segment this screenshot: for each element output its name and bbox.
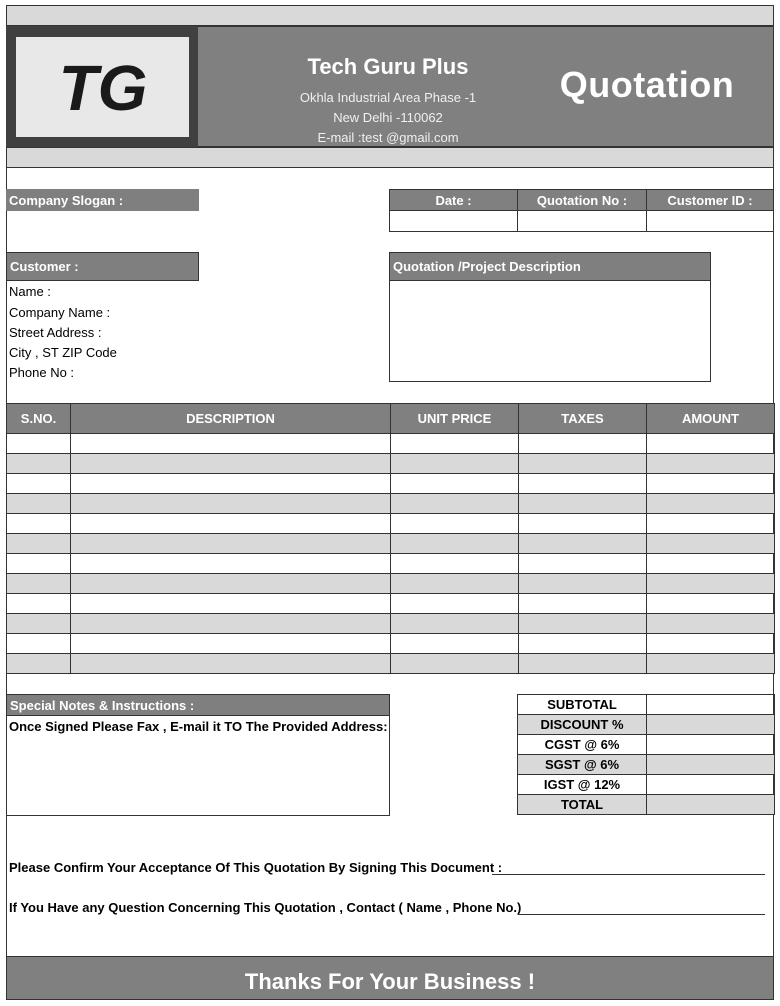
table-cell[interactable]: [519, 614, 647, 634]
table-cell[interactable]: [391, 574, 519, 594]
totals-value[interactable]: [647, 735, 775, 755]
totals-row: [518, 795, 775, 815]
table-row: [7, 634, 775, 654]
customer-id-header: Customer ID :: [646, 189, 774, 211]
totals-label: TOTAL: [518, 795, 647, 815]
table-cell[interactable]: [7, 574, 71, 594]
quotation-no-header: Quotation No :: [517, 189, 647, 211]
table-cell[interactable]: [519, 494, 647, 514]
table-row: [7, 514, 775, 534]
table-cell[interactable]: [71, 494, 391, 514]
table-cell[interactable]: [71, 434, 391, 454]
table-cell[interactable]: [7, 634, 71, 654]
quotation-no-field[interactable]: [517, 210, 647, 232]
table-row: [7, 434, 775, 454]
table-cell[interactable]: [71, 514, 391, 534]
customer-id-field[interactable]: [646, 210, 774, 232]
company-logo: [16, 37, 189, 137]
date-header: Date :: [389, 189, 518, 211]
contact-line[interactable]: [518, 914, 765, 915]
table-cell[interactable]: [519, 474, 647, 494]
table-cell[interactable]: [71, 594, 391, 614]
col-description: DESCRIPTION: [71, 404, 391, 434]
table-cell[interactable]: [647, 574, 775, 594]
table-cell[interactable]: [7, 514, 71, 534]
totals-row: [518, 715, 775, 735]
table-cell[interactable]: [7, 594, 71, 614]
col-sno: S.NO.: [7, 404, 71, 434]
customer-name-label: Name :: [9, 284, 51, 299]
table-cell[interactable]: [391, 614, 519, 634]
notes-header: Special Notes & Instructions :: [6, 694, 390, 716]
totals-label: IGST @ 12%: [518, 775, 647, 795]
customer-company-label: Company Name :: [9, 305, 111, 320]
table-cell[interactable]: [7, 554, 71, 574]
project-description-header: Quotation /Project Description: [389, 252, 711, 281]
sub-header-strip: [6, 147, 774, 168]
totals-label: SGST @ 6%: [518, 755, 647, 775]
table-cell[interactable]: [647, 434, 775, 454]
col-taxes: TAXES: [519, 404, 647, 434]
table-cell[interactable]: [519, 554, 647, 574]
table-cell[interactable]: [7, 654, 71, 674]
table-row: [7, 554, 775, 574]
table-cell[interactable]: [391, 474, 519, 494]
table-row: [7, 614, 775, 634]
table-cell[interactable]: [519, 634, 647, 654]
table-cell[interactable]: [71, 534, 391, 554]
table-cell[interactable]: [391, 534, 519, 554]
table-cell[interactable]: [391, 434, 519, 454]
table-cell[interactable]: [647, 654, 775, 674]
contact-text: If You Have any Question Concerning This Quotation , Contact ( Name , Phone No.): [9, 900, 522, 915]
table-cell[interactable]: [391, 494, 519, 514]
table-cell[interactable]: [7, 474, 71, 494]
customer-header: Customer :: [6, 252, 199, 281]
notes-text: Once Signed Please Fax , E-mail it TO The Provided Address:: [9, 719, 388, 734]
svg-text:TG: TG: [58, 56, 147, 118]
table-cell[interactable]: [391, 594, 519, 614]
table-cell[interactable]: [647, 634, 775, 654]
totals-label: SUBTOTAL: [518, 695, 647, 715]
totals-value[interactable]: [647, 795, 775, 815]
table-cell[interactable]: [647, 494, 775, 514]
col-unit-price: UNIT PRICE: [391, 404, 519, 434]
footer-banner: [6, 956, 774, 1000]
table-cell[interactable]: [647, 514, 775, 534]
acceptance-text: Please Confirm Your Acceptance Of This Quotation By Signing This Document :: [9, 860, 503, 875]
items-table: [6, 403, 775, 674]
table-cell[interactable]: [391, 514, 519, 534]
company-address-line2: New Delhi -110062: [333, 110, 443, 125]
table-row: [7, 534, 775, 554]
table-row: [7, 494, 775, 514]
table-cell[interactable]: [519, 654, 647, 674]
table-cell[interactable]: [391, 554, 519, 574]
customer-city-label: City , ST ZIP Code: [9, 345, 117, 360]
table-cell[interactable]: [71, 614, 391, 634]
table-cell[interactable]: [519, 594, 647, 614]
totals-value[interactable]: [647, 695, 775, 715]
totals-value[interactable]: [647, 755, 775, 775]
company-address-line1: Okhla Industrial Area Phase -1: [299, 90, 477, 105]
table-cell[interactable]: [71, 654, 391, 674]
totals-row: [518, 775, 775, 795]
document-title: Quotation: [559, 64, 735, 105]
table-row: [7, 454, 775, 474]
totals-row: [518, 735, 775, 755]
company-name: Tech Guru Plus: [307, 54, 469, 79]
table-cell[interactable]: [647, 454, 775, 474]
table-cell[interactable]: [647, 614, 775, 634]
table-cell[interactable]: [71, 454, 391, 474]
table-row: [7, 654, 775, 674]
table-cell[interactable]: [391, 634, 519, 654]
table-cell[interactable]: [647, 594, 775, 614]
totals-value[interactable]: [647, 775, 775, 795]
table-cell[interactable]: [7, 534, 71, 554]
table-cell[interactable]: [519, 454, 647, 474]
table-cell[interactable]: [519, 534, 647, 554]
table-cell[interactable]: [7, 434, 71, 454]
logo-tg-icon: [47, 56, 159, 118]
footer-text: Thanks For Your Business !: [244, 969, 536, 994]
signature-line[interactable]: [492, 874, 765, 875]
table-row: [7, 474, 775, 494]
project-description-box[interactable]: [389, 280, 711, 382]
customer-street-label: Street Address :: [9, 325, 102, 340]
table-cell[interactable]: [519, 574, 647, 594]
customer-phone-label: Phone No :: [9, 365, 75, 380]
table-cell[interactable]: [391, 654, 519, 674]
table-cell[interactable]: [7, 494, 71, 514]
totals-label: DISCOUNT %: [518, 715, 647, 735]
company-email: E-mail :test @gmail.com: [317, 130, 459, 145]
totals-row: [518, 695, 775, 715]
table-cell[interactable]: [71, 554, 391, 574]
totals-value[interactable]: [647, 715, 775, 735]
totals-row: [518, 755, 775, 775]
table-cell[interactable]: [519, 514, 647, 534]
top-strip: [6, 5, 774, 26]
company-slogan-label: Company Slogan :: [6, 189, 199, 211]
table-cell[interactable]: [519, 434, 647, 454]
totals-table: [517, 694, 775, 815]
table-cell[interactable]: [71, 474, 391, 494]
items-header-row: [7, 404, 775, 434]
table-cell[interactable]: [647, 534, 775, 554]
date-field[interactable]: [389, 210, 518, 232]
table-row: [7, 574, 775, 594]
table-cell[interactable]: [7, 454, 71, 474]
table-cell[interactable]: [7, 614, 71, 634]
table-cell[interactable]: [71, 574, 391, 594]
table-row: [7, 594, 775, 614]
table-cell[interactable]: [391, 454, 519, 474]
table-cell[interactable]: [71, 634, 391, 654]
col-amount: AMOUNT: [647, 404, 775, 434]
table-cell[interactable]: [647, 474, 775, 494]
totals-label: CGST @ 6%: [518, 735, 647, 755]
table-cell[interactable]: [647, 554, 775, 574]
